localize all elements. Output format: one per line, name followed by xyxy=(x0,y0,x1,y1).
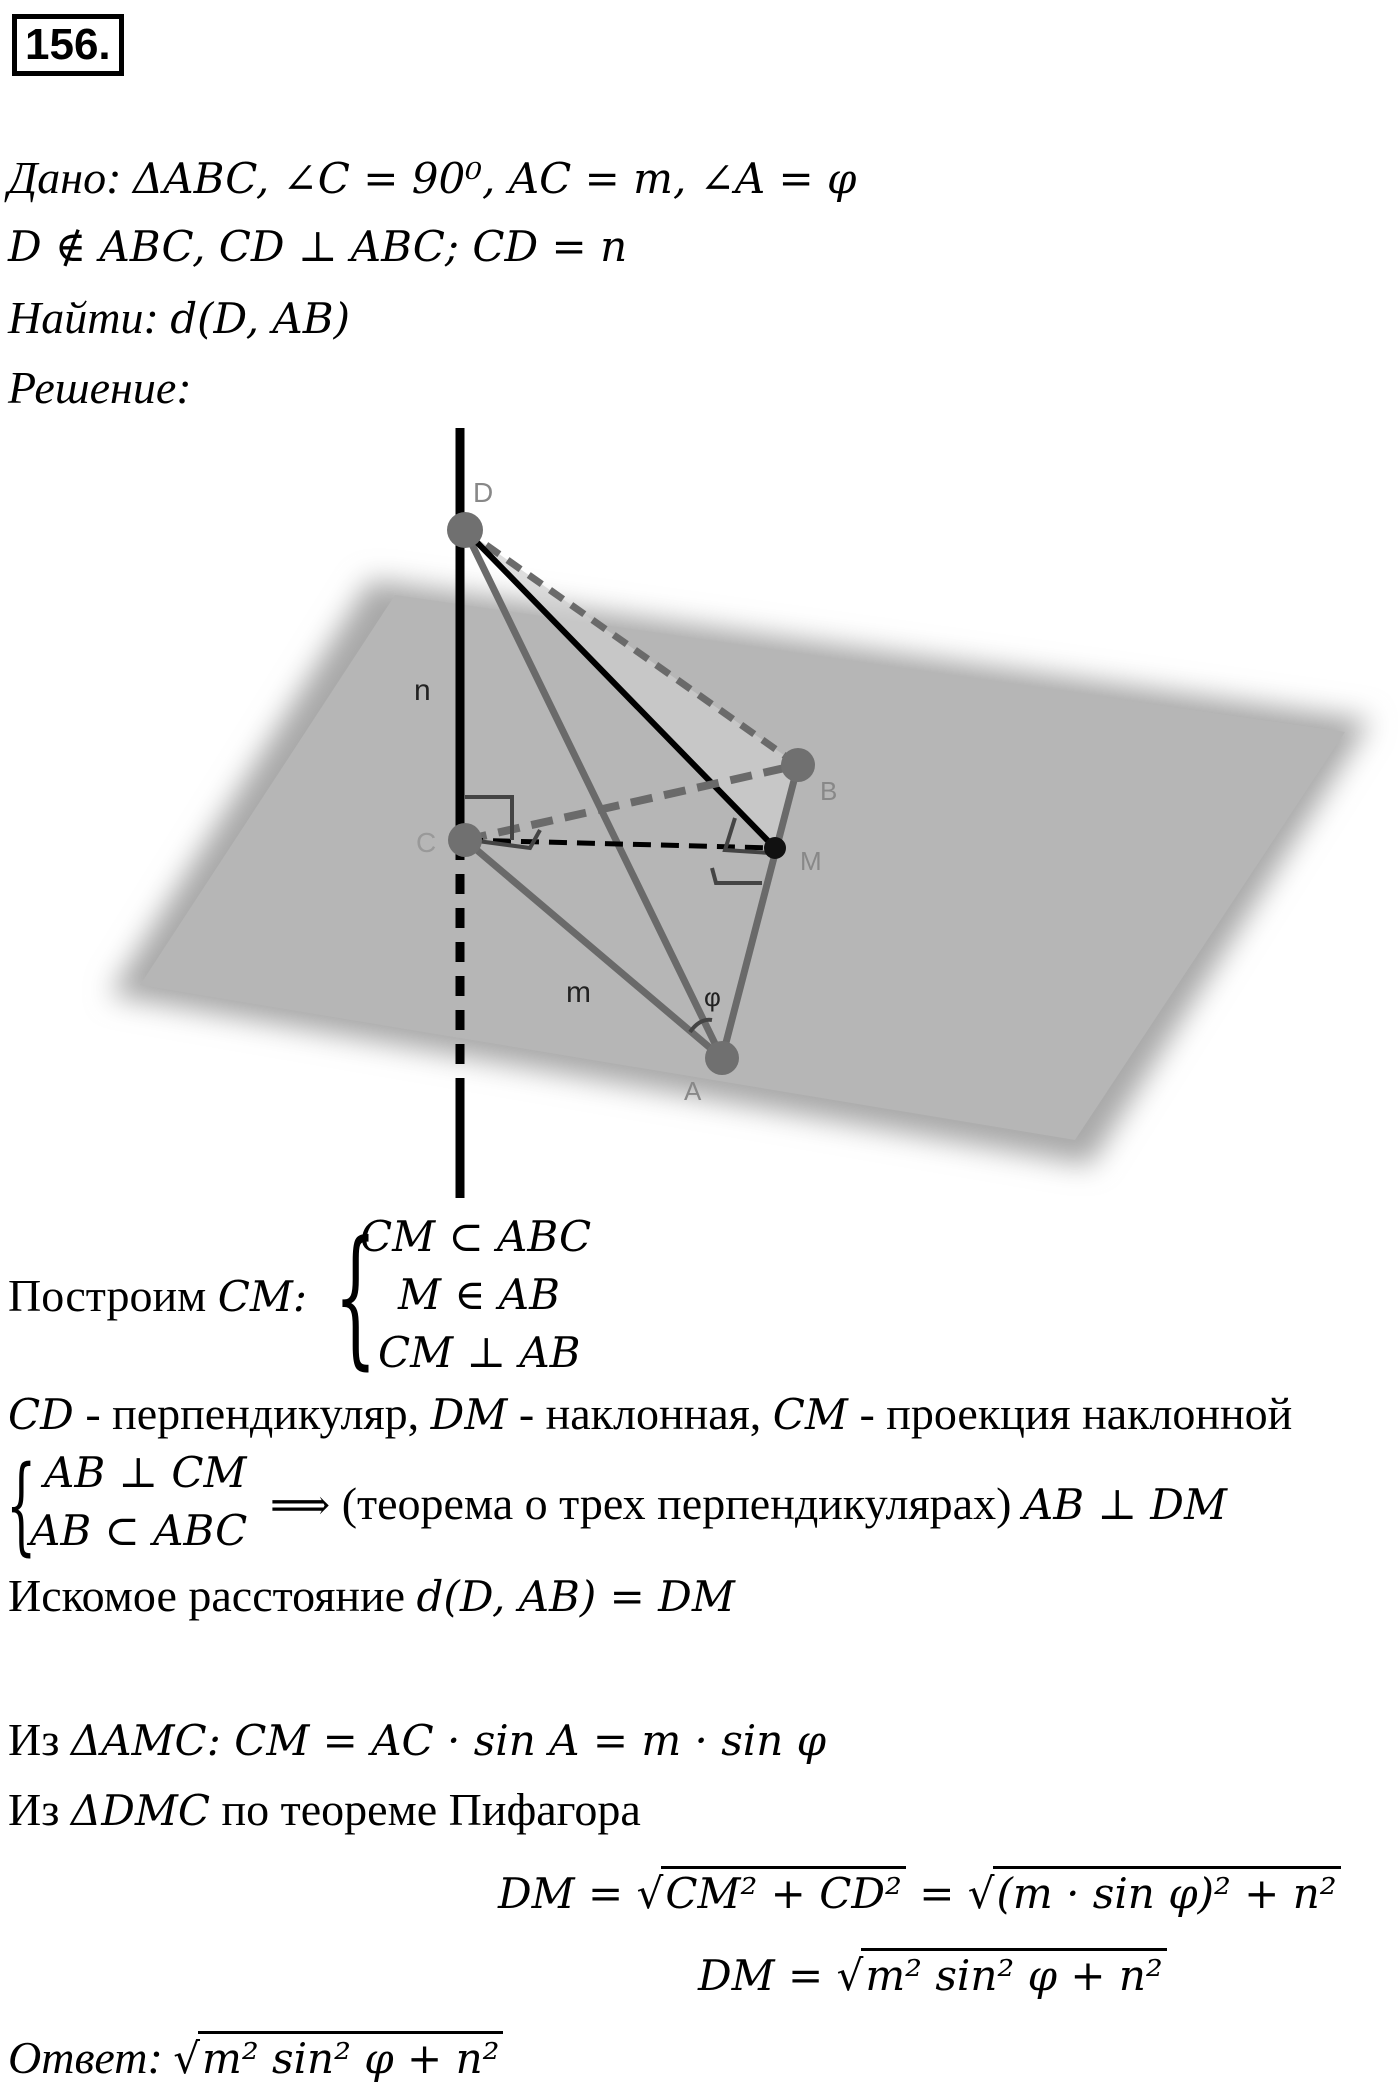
sqrt-sign-2: √ xyxy=(967,1869,995,1918)
role-cd-text: - перпендикуляр, xyxy=(73,1388,431,1439)
eq2-radicand: m² sin² φ + n² xyxy=(861,1948,1166,2001)
three-perp-result: AB ⊥ DM xyxy=(1022,1480,1227,1529)
given-expr-2: D ∉ ABC, CD ⊥ ABC; CD = n xyxy=(8,222,628,271)
construct-prefix: Построим xyxy=(8,1270,207,1321)
sqrt-sign-4: √ xyxy=(173,2034,201,2083)
distance-text: Искомое расстояние xyxy=(8,1570,406,1621)
construct-line xyxy=(8,1268,307,1325)
find-line xyxy=(8,290,350,347)
geometry-figure xyxy=(0,420,1400,1210)
construct-sys-3: CM ⊥ AB xyxy=(378,1328,581,1377)
point-a xyxy=(705,1041,739,1075)
role-dm: DM xyxy=(430,1390,508,1439)
given-label: Дано: xyxy=(8,152,122,203)
equation-1 xyxy=(498,1866,1341,1923)
three-perp-text: (теорема о трех перпендикулярах) xyxy=(341,1478,1012,1529)
amc-prefix: Из xyxy=(8,1714,60,1765)
given-line-2 xyxy=(8,218,627,275)
eq1-left: DM = xyxy=(498,1869,637,1918)
sqrt-sign-1: √ xyxy=(636,1869,664,1918)
label-b: B xyxy=(820,776,838,806)
given-expr-1: ΔABC, ∠C = 90⁰, AC = m, ∠A = φ xyxy=(132,154,857,203)
label-d: D xyxy=(473,477,494,508)
answer-line xyxy=(8,2030,503,2088)
given-line-1 xyxy=(8,150,856,207)
three-perp-sys-2: AB ⊂ ABC xyxy=(30,1506,248,1555)
solution-label: Решение: xyxy=(8,362,192,413)
role-cm: CM xyxy=(772,1390,848,1439)
point-c xyxy=(448,823,482,857)
eq1-mid: = xyxy=(905,1869,968,1918)
point-m xyxy=(764,837,786,859)
point-d xyxy=(447,512,483,548)
construct-brace: { xyxy=(334,1210,377,1384)
eq2-left: DM = xyxy=(698,1951,837,2000)
point-b xyxy=(781,748,815,782)
distance-expr: d(D, AB) = DM xyxy=(416,1572,735,1621)
answer-label: Ответ: xyxy=(8,2032,163,2083)
roles-line xyxy=(8,1386,1292,1443)
answer-radicand: m² sin² φ + n² xyxy=(198,2031,503,2084)
role-cm-text: - проекция наклонной xyxy=(847,1388,1293,1439)
three-perp-brace: { xyxy=(6,1443,37,1566)
label-phi: φ xyxy=(704,982,721,1012)
amc-expr: ΔAMC: CM = AC · sin A = m · sin φ xyxy=(70,1716,827,1765)
label-m: M xyxy=(800,846,822,876)
three-perp-line xyxy=(270,1476,1227,1533)
construct-object: CM: xyxy=(217,1272,307,1321)
amc-line xyxy=(8,1712,826,1769)
role-dm-text: - наклонная, xyxy=(507,1388,773,1439)
dmc-prefix: Из xyxy=(8,1784,60,1835)
label-a: A xyxy=(684,1076,702,1106)
role-cd: CD xyxy=(8,1390,74,1439)
label-n: n xyxy=(414,674,431,707)
dmc-line xyxy=(8,1782,641,1839)
eq1-radicand-2: (m · sin φ)² + n² xyxy=(993,1866,1341,1919)
implies-arrow: ⟹ xyxy=(270,1480,331,1529)
find-expr: d(D, AB) xyxy=(170,294,350,343)
dmc-text: по теореме Пифагора xyxy=(221,1784,641,1835)
problem-number: 156. xyxy=(12,14,124,76)
construct-sys-1: CM ⊂ ABC xyxy=(360,1212,592,1261)
label-m-segment: m xyxy=(566,976,591,1009)
find-label: Найти: xyxy=(8,292,159,343)
sqrt-sign-3: √ xyxy=(836,1951,864,2000)
eq1-radicand-1: CM² + CD² xyxy=(661,1866,906,1919)
dmc-triangle: ΔDMC xyxy=(70,1786,211,1835)
distance-line xyxy=(8,1568,735,1625)
construct-sys-2: M ∈ AB xyxy=(398,1270,560,1319)
label-c: C xyxy=(416,827,437,858)
equation-2 xyxy=(698,1948,1167,2005)
three-perp-sys-1: AB ⊥ CM xyxy=(44,1448,247,1497)
